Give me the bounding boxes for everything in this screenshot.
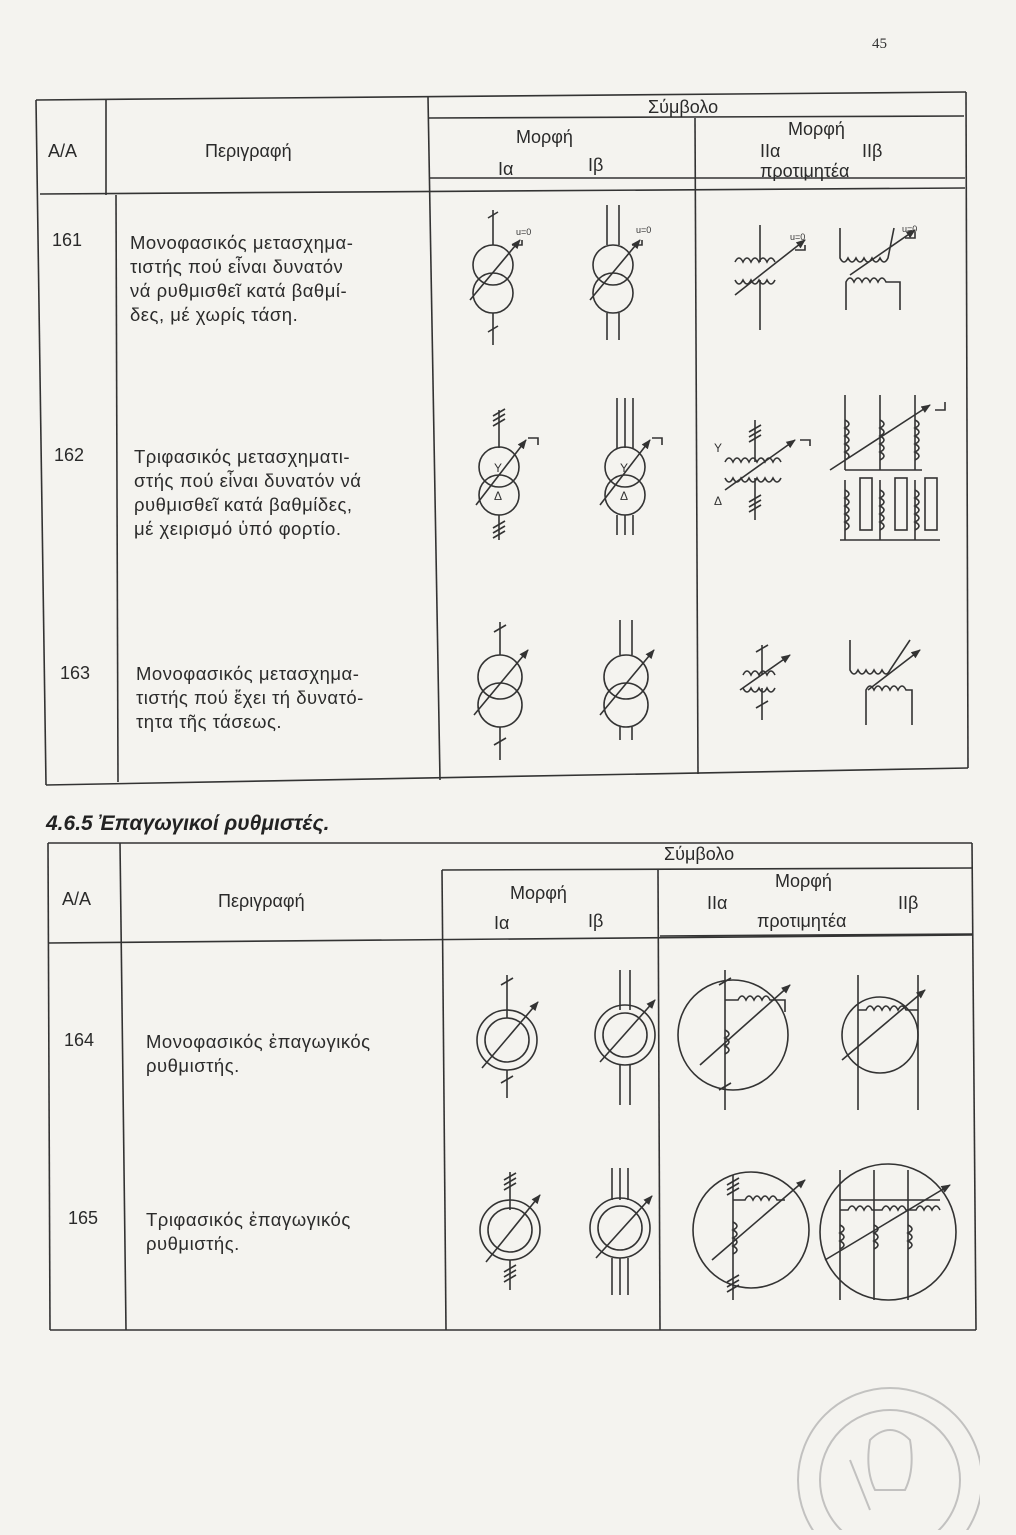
symbol-162-ib [600,398,662,535]
symbol-162-iib [830,395,945,540]
table1-header-form1: Μορφή [516,127,573,147]
u0-label-161-iia: u=0 [790,232,806,242]
row-162-description: Τριφασικός μετασχηματι- στής πού εἶναι δυνατόν νά ρυθμισθεῖ κατά βαθμίδες, μέ χειρισμό ὑπό φορτίο. [134,446,362,539]
row-161-description: Μονοφασικός μετασχημα- τιστής πού εἶναι δυνατόν νά ρυθμισθεῖ κατά βαθμί- δες, μέ χωρίς τάση. [130,232,354,325]
table2-header-preferred: προτιμητέα [757,911,847,931]
symbol-165-ia [480,1172,540,1290]
symbol-163-ib [600,620,654,740]
symbol-164-iib [842,975,925,1110]
table2-header-form1-a: Ια [494,913,510,933]
table1-header-form1-b: Ιβ [588,155,604,175]
section-title: 4.6.5 Ἐπαγωγικοί ρυθμιστές. [46,812,330,835]
table1-header-form2-a: ΙΙα [760,141,781,161]
row-163-description: Μονοφασικός μετασχημα- τιστής πού ἔχει τή δυνατό- τητα τῆς τάσεως. [136,663,364,732]
table1-header-form2: Μορφή [788,119,845,139]
library-seal [790,1370,980,1530]
table2-header-description: Περιγραφή [218,891,305,911]
row-161-number: 161 [52,230,83,250]
star-label-162-ib: Y [620,461,629,475]
u0-label-161-iib: u=0 [902,224,918,234]
symbol-161-iib [840,228,915,310]
delta-label-162-iia: Δ [714,494,723,508]
symbol-162-iia [725,420,810,520]
table2-header-form1-b: Ιβ [588,911,604,931]
table2-header-form2: Μορφή [775,871,832,891]
row-165-description: Τριφασικός ἐπαγωγικός ρυθμιστής. [146,1209,351,1254]
symbol-161-ib [590,205,642,340]
table1-header-form1-a: Ια [498,159,514,179]
table2-header-symbol: Σύμβολο [664,844,735,864]
table2-header-form1: Μορφή [510,883,567,903]
table1-header-aa: Α/Α [48,141,78,161]
delta-label-162-ib: Δ [620,489,629,503]
row-164-description: Μονοφασικός ἐπαγωγικός ρυθμιστής. [146,1031,371,1076]
symbol-163-iia [740,645,790,720]
table1-header-description: Περιγραφή [205,141,292,161]
symbol-164-iia [678,970,790,1110]
star-label-162-iia: Y [714,441,723,455]
row-163-number: 163 [60,663,91,683]
symbol-164-ia [477,975,538,1098]
symbol-165-iib [820,1164,956,1300]
symbol-163-ia [474,622,528,760]
row-162-number: 162 [54,445,85,465]
symbol-162-ia [476,409,538,540]
table2-header-aa: Α/Α [62,889,92,909]
table1-header-symbol: Σύμβολο [648,97,719,117]
symbol-163-iib [850,640,920,725]
star-label-162-ia: Y [494,461,503,475]
symbol-164-ib [595,970,655,1105]
table2-header-form2-a: ΙΙα [707,893,728,913]
row-165-number: 165 [68,1208,99,1228]
u0-label-161-ib: u=0 [636,225,652,235]
page-number: 45 [872,36,887,52]
table1-header-preferred: προτιμητέα [760,161,850,181]
delta-label-162-ia: Δ [494,489,503,503]
symbol-161-ia [470,210,522,345]
table1-header-form2-b: ΙΙβ [862,141,883,161]
symbol-165-ib [590,1168,652,1295]
row-164-number: 164 [64,1030,95,1050]
u0-label-161-ia: u=0 [516,227,532,237]
symbol-165-iia [693,1172,809,1300]
table2-header-form2-b: ΙΙβ [898,893,919,913]
